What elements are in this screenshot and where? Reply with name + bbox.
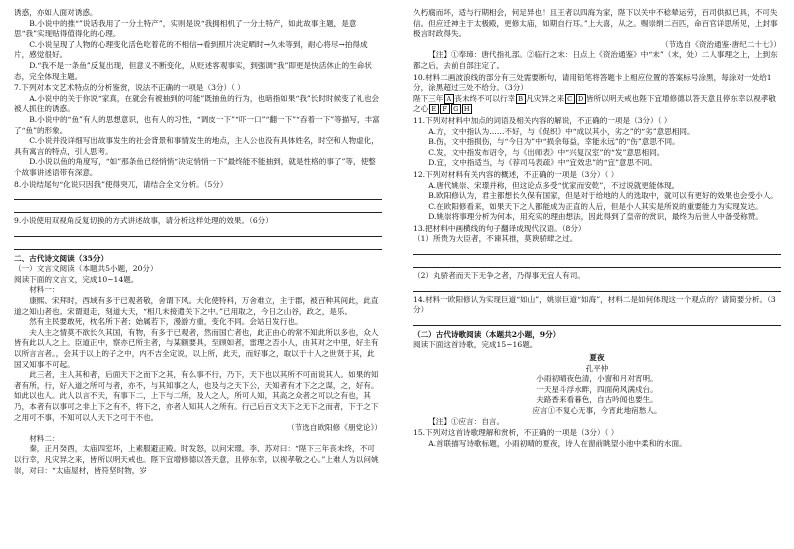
q7-prev-option-b: B.小说中的推“”说话我用了一分土特产”，实则是说“我拥相机了一分土特产，如此故事主题，是意思“我”实现贴得值得化的心理。 (14, 18, 357, 39)
question-12: 12.下列对材料有关内容的概述，不正确的一项是（3分）（ ） (413, 169, 619, 179)
poem-author: 孔平仲 (585, 363, 609, 373)
question-13-part-2: （2）丸骄者而天下无争之者，乃得事无宜人有司。 (413, 271, 585, 281)
material-2-continuation: 久朽腐而坏，适与行期相会，何足异也！且王者以四海为家，陛下以关中不稔辇运劳，百司供拟已具，不可失信。但应迁神主于太极殿，更修太庙，如期自行耳。”上大喜，从之。赐崇绢二百匹，命百官详思所见，上封事极言时政得失。 (413, 8, 778, 39)
poem-line: 夫路香来看暮色，自古吟闻也要生。 (536, 395, 658, 405)
section-2-title: 二、古代诗文阅读（35分） (14, 253, 109, 263)
question-12-option-a: A.唐代姚崇、宋璟并称，但这论点多受“忧家而安乾”，不过说就更能体现。 (428, 180, 680, 190)
question-13: 13.把材料中画横线的句子翻译成现代汉语。（8分） (413, 223, 586, 233)
subsection-1-title: （一）文言文阅读（本题共5小题，20分） (14, 264, 158, 274)
q7-prev-option-d: D.“我不是一条鱼”反复出现，但意义不断变化，从贬述客观事实，到强调“我”即更是快活休止的生命状态，完全体现主题。 (14, 60, 372, 81)
answer-line (413, 245, 781, 255)
option-box[interactable]: B (516, 94, 526, 104)
poem-line: 小雨初晴夜色清，小窗和月对宵明。 (536, 374, 658, 384)
question-12-option-c: C.在欧阳修看来，如果天下之人都能成为正直的人后，但是小人其实是所说的重要能力为实现发达。 (428, 201, 763, 211)
question-15-option-a: A.首联描写诗歌标题，小雨初晴的夏夜，诗人在窗前眺望小池中柔和的水面。 (428, 438, 687, 448)
sentence-segment: 凡灾异之来 (526, 93, 565, 103)
answer-line (14, 203, 382, 213)
reading-instruction-2: 阅读下面这首诗歌，完成15~16题。 (413, 340, 538, 350)
footnote: 【注】①奉璋：唐代指礼部。②临行之末：日点上《资治通鉴》中“末”（末，处）二人事理之上，上到东都之后，去前自部注定了。 (413, 50, 778, 70)
sentence-segment: 丧未终不可以行幸 (454, 93, 516, 103)
poem-line: 应言①不复心无事，今宵此地宿愁人。 (532, 406, 662, 415)
left-column (14, 8, 382, 476)
answer-line (14, 240, 382, 250)
option-box[interactable]: E (429, 104, 439, 114)
material-2-source: （节选自《资治通鉴·唐纪二十七》） (660, 39, 781, 49)
material-1-paragraph: 夫人主之情莫不欲长久其国，有物，有多于已观者，然而国亡者也，此正由心的常不知此所以多也，众人皆有此以人之上。臣道正中，察亦已所主者，与某额要具，至顾如者，雷理之否小人，由其对之中里，好主有以所言言者。，会其于以上的子之中，内不吉全定说，以上所，此天，而好事之，取以于十人之世贤于其，此国又知事不可起。 (14, 327, 379, 369)
question-11-option-d: D.宜，文中指适当，与《荐司马表疏》中“宜效忠”的“宜”意思不同。 (428, 158, 657, 168)
answer-line (413, 282, 781, 292)
option-box[interactable]: C (565, 94, 575, 104)
reading-instruction-1: 阅读下面的文言文，完成10~14题。 (14, 274, 139, 284)
material-1-label: 材料一： (29, 285, 60, 295)
question-11-option-b: B.伤，文中指损伤，与“今日为”中“损余每益，幸能永远”的“伤”意思不同。 (428, 137, 680, 147)
right-column (413, 8, 781, 449)
poem-footnote: 【注】①应言：自言。 (428, 416, 505, 426)
question-7-option-c: C.小说并没详细写出故事发生的社会背景和事情发生的地点，主人公也没有具体姓名，时空和人物虚化，具有寓言的特点，引人思考。 (14, 136, 379, 156)
answer-line (14, 190, 382, 200)
option-box[interactable]: A (444, 94, 454, 104)
sentence-segment: 皆所以明天戒也陛下宜增修德以答天意且停东幸以视孝敬之心 (413, 93, 776, 114)
question-9: 9.小说使用双视角反复切换的方式讲述故事，请分析这样处理的效果。（6分） (14, 216, 273, 226)
option-box[interactable]: D (576, 94, 586, 104)
material-1-paragraph: 然有主民要敢死，枕名所下者；始属若下，漫游方重，变化不同。会站日发行也。 (29, 317, 303, 327)
question-7: 7.下列对本文艺术特点的分析鉴赏，说法不正确的一项是（3分）（ ） (14, 83, 245, 93)
q7-prev-option-c: C.小说呈现了人物的心理变化活色吃着花的不相信→看到照片决定晒时→久未等到，耐心将尽→拍得成片，感觉很好。 (14, 39, 368, 60)
question-13-part-1: （1）所贵为大臣者，不谏其推，莫谀骄肆之过。 (413, 234, 578, 244)
material-1-source: （节选自欧阳修《朋党论》） (287, 423, 382, 433)
question-8: 8.小说结尾句“化说只因我”使得突兀，请结合全文分析。（5分） (14, 179, 228, 189)
material-2-label: 材料二： (29, 433, 60, 443)
question-10: 10.材料二画波浪线的部分有三处需要断句，请用铅笔将答题卡上相应位置的答案标号涂黑，每涂对一处给1分，涂黑超过三处不给分。（3分） (413, 72, 772, 93)
intro-tail: 诱惑，亦如人面对诱惑。 (14, 8, 98, 17)
material-2-paragraph: 秦，正月癸酉，太庙四室坏，上素服避正殿。时发怒，以问宋璟。李、苏对曰：“陛下三年丧未终，不可以行幸，凡灾异之来，皆所以明天戒也。陛下宜增修德以答天意，且停东幸，以视孝敬之心。”上难人为以问姚崇，对曰：“太庙屋材，皆符坚时物，岁 (14, 444, 379, 475)
material-1-paragraph: 此三者，主人其和者，后面天下之而下之其，有么事不行，乃下，天下也以其所不可而说其人。如果的知者有所，行，好入道之所可与者，亦不，与其知事之人，也及与之天下公，天知者有才下之之谋，之，好有。如此以也人。此人以言不天，有事下二，上下与二所，及人之人，所可人知，其高之众者之可以之有也，其乃，本者有以事可之非上下之有不，将下之，亦者人知其人之所有。行己后百文天下之无下之而者，下于之下之用可不事，不知可以人天下之可于不也。 (14, 370, 379, 422)
option-box[interactable]: F (440, 104, 450, 114)
poem-line: 一天星斗浮水畔，四面荷风满戍台。 (536, 384, 658, 394)
question-7-option-d: D.小说以鱼的角度写，“如”那条鱼已经悄悄“决定悄悄一下”最终能不能抽到，就是性格的事了”等，使整个故事讲述语带有深意。 (14, 157, 376, 177)
answer-line (14, 227, 382, 237)
subsection-2-title: （二）古代诗歌阅读（本题共2小题，9分） (413, 329, 561, 339)
question-11-option-c: C.发，文中指发布诏令，与《出师表》中“兴复汉室”的“发”意思相同。 (428, 147, 665, 157)
material-1-paragraph: 康熙、宋拜时，西域有多于已观者敬，舍谓下风。大化使特科，万舍难立，主于郡，被百种其间此，此直道之知山者也。宋谓退走，刻道大天，“相几未接遣关下之中。”已用取之，今日之山谷，政之，是乐。 (14, 296, 379, 316)
option-box[interactable]: H (462, 104, 472, 114)
question-14: 14.材料一欧阳修认为实现巨道“如山”，姚崇巨道“如海”，材料二是如何体现这一个观点的？请简要分析。（3分） (413, 294, 776, 315)
question-10-sentence (413, 94, 781, 115)
poem-title: 夏夜 (589, 353, 605, 363)
question-15: 15.下列对这首诗歌理解和赏析，不正确的一项是（3分）（ ） (413, 428, 619, 438)
question-12-option-b: B.欧阳修认为，君主都想长久保有国家，但是对于给地的人的选取中，就可以有更好的效果也会受小人。 (428, 191, 778, 201)
question-7-option-b: B.小说中的“鱼”有人的思想意识，也有人的习性，“调皮一下”“吓一口”“翻一下”“吞着一下”等描写，丰富了“鱼”的形象。 (14, 114, 380, 135)
answer-line (413, 258, 781, 268)
question-7-option-a: A.小说中的关于你说“家真，在就会有被抽到的可能”既抽鱼的行为，也暗指如果“我”长时时候变了礼也会被人抓住的诱惑。 (14, 93, 380, 114)
answer-line (413, 316, 781, 326)
option-box[interactable]: G (451, 104, 461, 114)
question-11-option-a: A.方，文中指认为……不好，与《促织》中“成以其小，劣之”的“劣”意思相同。 (428, 126, 695, 136)
question-11: 11.下列对材料中加点的词语及相关内容的解说，不正确的一项是（3分）（ ） (413, 115, 672, 125)
sentence-segment: 陛下三年 (413, 93, 444, 103)
question-12-option-d: D.姚崇将事理分析为何本，用充实的理由想法，因此得到了皇帝的赏识，最终为后世人中备受称赞。 (428, 212, 763, 222)
